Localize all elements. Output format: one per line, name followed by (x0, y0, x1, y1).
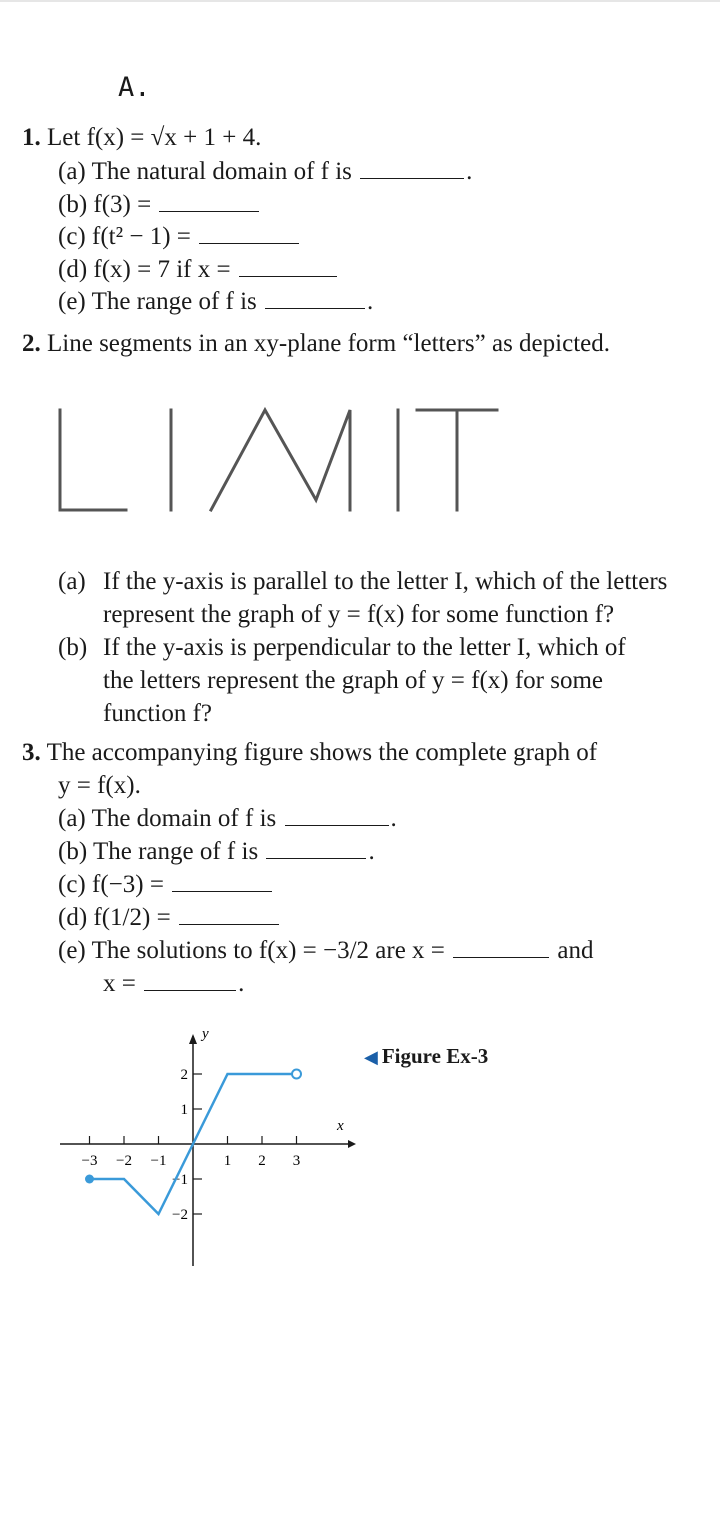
open-endpoint (292, 1070, 301, 1079)
q3-part-e-label: (e) (58, 937, 86, 964)
q3-part-e-line2: x = . (103, 970, 245, 997)
q1-part-d-text: f(x) = 7 if x = (93, 256, 231, 283)
figure-caption (364, 1044, 488, 1069)
function-graph (56, 1020, 366, 1280)
answer-blank[interactable] (360, 177, 464, 179)
q3-part-a-text: The domain of f is (91, 805, 277, 832)
q3-part-e-and: and (557, 937, 594, 964)
q3-part-e (58, 935, 594, 966)
q3-stem (22, 737, 597, 768)
answer-blank[interactable] (453, 956, 549, 958)
q2-stem (22, 328, 610, 359)
q3-part-c-label: (c) (58, 871, 86, 898)
top-divider (0, 0, 720, 2)
q1-part-e-text: The range of f is (91, 288, 257, 315)
closed-endpoint (85, 1175, 94, 1184)
q3-part-e-line2-text: x = (103, 970, 136, 997)
x-tick-label: −3 (81, 1153, 98, 1169)
q1-stem-prefix: Let (47, 124, 81, 151)
q2-part-b-line2: the letters represent the graph of y = f(x) for some (103, 667, 604, 694)
q3-part-d (58, 902, 281, 933)
q3-part-d-text: f(1/2) = (93, 904, 171, 931)
q1-part-e: (e) The range of f is . (58, 288, 374, 315)
q3-part-d-label: (d) (58, 904, 88, 931)
q2-part-a-line2: represent the graph of y = f(x) for some function f? (103, 601, 615, 628)
q3-part-c (58, 869, 274, 900)
y-tick-label: 2 (180, 1067, 188, 1083)
x-tick-label: 1 (223, 1153, 232, 1169)
q1-part-c-label: (c) (58, 223, 86, 250)
q1-part-d (58, 254, 339, 285)
answer-blank[interactable] (266, 857, 366, 859)
answer-blank[interactable] (144, 989, 236, 991)
q1-stem (22, 122, 261, 153)
q1-part-b (58, 189, 261, 220)
q1-part-b-text: f(3) = (93, 191, 152, 218)
q2-part-b-label: (b) (58, 634, 88, 661)
q1-part-d-label: (d) (58, 256, 88, 283)
q3-part-a: (a) The domain of f is . (58, 805, 397, 832)
q3-part-b-label: (b) (58, 838, 88, 865)
y-axis-arrow (189, 1034, 197, 1044)
limit-letters-figure (40, 390, 520, 530)
x-axis-arrow (348, 1140, 356, 1148)
q3-part-a-label: (a) (58, 805, 86, 832)
caption-triangle-icon: ◀ (364, 1047, 378, 1067)
answer-blank[interactable] (239, 275, 337, 277)
y-tick-label: 1 (180, 1102, 188, 1118)
answer-blank[interactable] (159, 210, 259, 212)
x-tick-label: 2 (258, 1153, 266, 1169)
q2-number: 2. (22, 330, 41, 357)
y-tick-label: −1 (172, 1172, 188, 1188)
q1-part-a-text: The natural domain of f is (91, 158, 352, 185)
answer-blank[interactable] (172, 890, 272, 892)
q3-part-e-text: The solutions to f(x) = −3/2 are x = (91, 937, 445, 964)
q1-part-b-label: (b) (58, 191, 88, 218)
letter-m (211, 410, 350, 510)
x-tick-label: −1 (150, 1153, 167, 1169)
x-axis-label: x (337, 1118, 344, 1134)
q3-stem-line1: The accompanying figure shows the complete graph of (46, 739, 598, 766)
q1-part-c-text: f(t² − 1) = (92, 223, 191, 250)
section-header: A. (118, 72, 151, 103)
q1-part-a-label: (a) (58, 158, 86, 185)
q1-part-a: (a) The natural domain of f is . (58, 158, 473, 185)
answer-blank[interactable] (199, 242, 299, 244)
x-tick-label: 3 (292, 1153, 301, 1169)
q3-part-c-text: f(−3) = (92, 871, 164, 898)
q3-number: 3. (22, 739, 41, 766)
q2-stem-text: Line segments in an xy-plane form “letters” as depicted. (47, 330, 610, 357)
y-tick-label: −2 (172, 1207, 188, 1223)
q2-part-a-line1: If the y-axis is parallel to the letter I, which of the letters (103, 568, 668, 595)
q2-part-b-line3: function f? (103, 700, 212, 727)
figure-caption-text: Figure Ex-3 (381, 1044, 489, 1068)
q3-part-b: (b) The range of f is . (58, 838, 375, 865)
x-tick-label: −2 (116, 1153, 132, 1169)
q2-part-b (58, 632, 87, 663)
q1-number: 1. (22, 124, 41, 151)
q3-part-b-text: The range of f is (92, 838, 259, 865)
answer-blank[interactable] (179, 923, 279, 925)
q2-part-b-line1: If the y-axis is perpendicular to the letter I, which of (103, 634, 626, 661)
q3-stem-line2: y = f(x). (58, 772, 141, 799)
y-axis-label: y (202, 1026, 209, 1042)
q1-function-def: f(x) = √x + 1 + 4. (86, 124, 262, 151)
q2-part-a-label: (a) (58, 568, 86, 595)
q2-part-a (58, 566, 86, 597)
q1-part-e-label: (e) (58, 288, 86, 315)
answer-blank[interactable] (285, 824, 389, 826)
letter-l (60, 410, 126, 510)
q1-part-c (58, 221, 301, 252)
answer-blank[interactable] (265, 307, 365, 309)
